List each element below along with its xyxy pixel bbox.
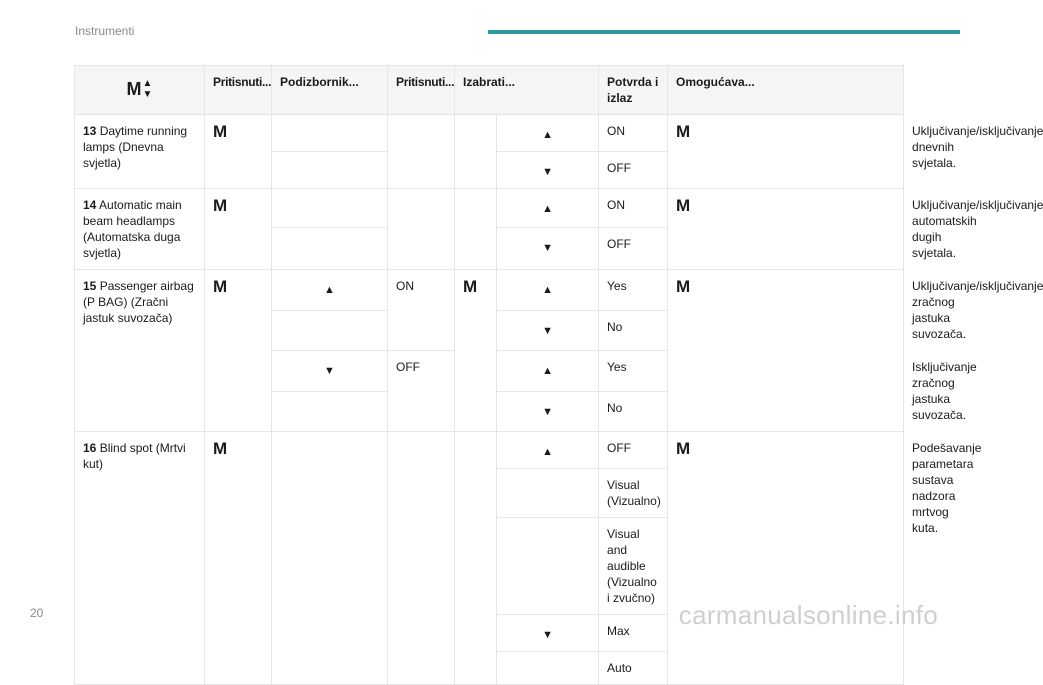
header-accent-bar	[488, 30, 960, 34]
up-arrow-icon: ▲	[542, 446, 553, 458]
submenu-cell	[272, 115, 388, 152]
option-value: Visual and audible (Vizualno i zvučno)	[599, 518, 668, 615]
down-arrow-icon: ▼	[324, 365, 335, 377]
up-arrow-icon: ▲	[142, 78, 153, 89]
settings-table	[74, 65, 1043, 685]
option-arrow-cell	[497, 518, 599, 615]
up-arrow-icon: ▲	[542, 203, 553, 215]
submenu-value: OFF	[388, 351, 455, 432]
press-cell	[205, 115, 272, 189]
up-arrow-icon: ▲	[542, 365, 553, 377]
option-arrow-cell	[497, 115, 599, 152]
m-button-icon: M	[213, 122, 228, 141]
press-cell	[455, 270, 497, 432]
option-value: Yes	[599, 270, 668, 311]
option-arrow-cell	[497, 391, 599, 432]
down-arrow-icon: ▼	[542, 405, 553, 418]
confirm-cell	[668, 115, 904, 189]
row-label: 16 Blind spot (Mrtvi kut)	[75, 432, 205, 685]
m-button-icon: M	[213, 439, 228, 458]
m-button-icon: M	[676, 196, 691, 215]
header-omogucava: Omogućava...	[668, 66, 904, 115]
table-row: 16 Blind spot (Mrtvi kut) M ▲ OFF M Podešavanje parametara sustava nadzora mrtvog kuta.	[75, 432, 904, 469]
press-cell	[205, 432, 272, 685]
row-label: 13 Daytime running lamps (Dnevna svjetla)	[75, 115, 205, 189]
submenu-cell	[272, 152, 388, 189]
row-label: 14 Automatic main beam headlamps (Automatska duga svjetla)	[75, 189, 205, 270]
header-icon-cell	[75, 66, 205, 115]
option-arrow-cell	[497, 615, 599, 652]
submenu-cell	[272, 227, 388, 269]
submenu-arrow-cell	[272, 351, 388, 392]
submenu-arrow-cell	[272, 270, 388, 311]
confirm-cell	[668, 270, 904, 432]
down-arrow-icon: ▼	[142, 89, 153, 100]
option-arrow-cell	[497, 652, 599, 685]
option-value: Auto	[599, 652, 668, 685]
table-row: 15 Passenger airbag (P BAG) (Zračni jastuk suvozača) M ▲ ON M ▲ Yes M Uključivanje/isključivanje zračnog jastuka suvozača.	[75, 270, 904, 311]
option-value: ON	[599, 189, 668, 228]
option-value: OFF	[599, 432, 668, 469]
m-button-icon: M	[213, 277, 228, 296]
table-row: 14 Automatic main beam headlamps (Automatska duga svjetla) M ▲ ON M Uključivanje/isključivanje automatskih dugih svjetala.	[75, 189, 904, 228]
empty-cell	[455, 115, 497, 189]
option-arrow-cell	[497, 432, 599, 469]
option-value: OFF	[599, 152, 668, 189]
empty-cell	[388, 115, 455, 189]
page-number: 20	[30, 606, 44, 620]
header-pritisnuti-2: Pritisnuti...	[388, 66, 455, 115]
up-arrow-icon: ▲	[324, 284, 335, 296]
option-arrow-cell	[497, 469, 599, 518]
option-value: Max	[599, 615, 668, 652]
option-arrow-cell	[497, 351, 599, 392]
header-pritisnuti-1: Pritisnuti...	[205, 66, 272, 115]
empty-cell	[455, 189, 497, 270]
section-title: Instrumenti	[75, 24, 135, 38]
press-cell	[205, 189, 272, 270]
table-header-row	[75, 66, 904, 115]
up-arrow-icon: ▲	[542, 129, 553, 141]
empty-cell	[388, 432, 455, 685]
option-value: Visual (Vizualno)	[599, 469, 668, 518]
table-row: ▼ OFF ▲ Yes Isključivanje zračnog jastuka suvozača.	[75, 351, 904, 392]
confirm-cell	[668, 432, 904, 685]
header-izabrati: Izabrati...	[455, 66, 599, 115]
option-value: No	[599, 310, 668, 351]
down-arrow-icon: ▼	[542, 629, 553, 641]
option-value: Yes	[599, 351, 668, 392]
press-cell	[205, 270, 272, 432]
m-button-icon: M	[126, 79, 142, 99]
option-arrow-cell	[497, 270, 599, 311]
option-arrow-cell	[497, 152, 599, 189]
option-value: ON	[599, 115, 668, 152]
watermark: carmanualsonline.info	[678, 600, 938, 630]
submenu-value: ON	[388, 270, 455, 351]
empty-cell	[455, 432, 497, 685]
m-button-icon: M	[463, 277, 478, 296]
option-arrow-cell	[497, 310, 599, 351]
m-button-icon: M	[676, 439, 691, 458]
option-value: No	[599, 391, 668, 432]
m-button-icon: M	[213, 196, 228, 215]
m-button-icon: M	[676, 277, 691, 296]
submenu-arrow-cell	[272, 391, 388, 432]
header-podizbornik: Podizbornik...	[272, 66, 388, 115]
submenu-cell	[272, 189, 388, 228]
option-arrow-cell	[497, 227, 599, 269]
empty-cell	[388, 189, 455, 270]
row-label: 15 Passenger airbag (P BAG) (Zračni jastuk suvozača)	[75, 270, 205, 432]
header-potvrda: Potvrda i izlaz	[599, 66, 668, 115]
m-button-icon: M	[676, 122, 691, 141]
table-row: 13 Daytime running lamps (Dnevna svjetla) M ▲ ON M Uključivanje/isključivanje dnevnih svjetala.	[75, 115, 904, 152]
down-arrow-icon: ▼	[542, 241, 553, 254]
submenu-arrow-cell	[272, 310, 388, 351]
down-arrow-icon: ▼	[542, 324, 553, 337]
empty-cell	[272, 432, 388, 685]
option-arrow-cell	[497, 189, 599, 228]
up-arrow-icon: ▲	[542, 284, 553, 296]
down-arrow-icon: ▼	[542, 166, 553, 178]
confirm-cell	[668, 189, 904, 270]
option-value: OFF	[599, 227, 668, 269]
